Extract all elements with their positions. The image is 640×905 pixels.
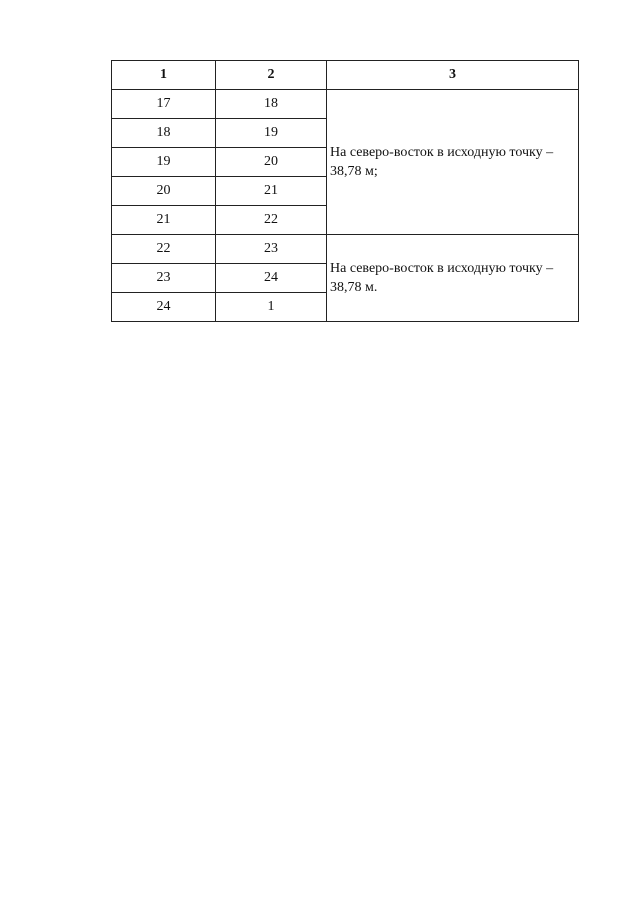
boundary-segments-table [111, 60, 579, 322]
from-point-cell: 23 [112, 264, 216, 293]
to-point-cell: 1 [216, 293, 327, 322]
table-group-1 [112, 90, 579, 235]
table-row [112, 235, 579, 264]
from-point-cell: 22 [112, 235, 216, 264]
direction-description-cell: На северо-восток в исходную точку – 38,78 м. [327, 235, 579, 322]
table-group-2 [112, 235, 579, 322]
from-point-cell: 20 [112, 177, 216, 206]
to-point-cell: 22 [216, 206, 327, 235]
direction-description-cell: На северо-восток в исходную точку – 38,78 м; [327, 90, 579, 235]
from-point-cell: 17 [112, 90, 216, 119]
from-point-cell: 19 [112, 148, 216, 177]
header-col-1: 1 [112, 61, 216, 90]
to-point-cell: 19 [216, 119, 327, 148]
header-col-2: 2 [216, 61, 327, 90]
table-header [112, 61, 579, 90]
from-point-cell: 24 [112, 293, 216, 322]
to-point-cell: 20 [216, 148, 327, 177]
table-row [112, 90, 579, 119]
header-col-3: 3 [327, 61, 579, 90]
to-point-cell: 18 [216, 90, 327, 119]
to-point-cell: 21 [216, 177, 327, 206]
to-point-cell: 24 [216, 264, 327, 293]
header-row [112, 61, 579, 90]
to-point-cell: 23 [216, 235, 327, 264]
from-point-cell: 21 [112, 206, 216, 235]
from-point-cell: 18 [112, 119, 216, 148]
